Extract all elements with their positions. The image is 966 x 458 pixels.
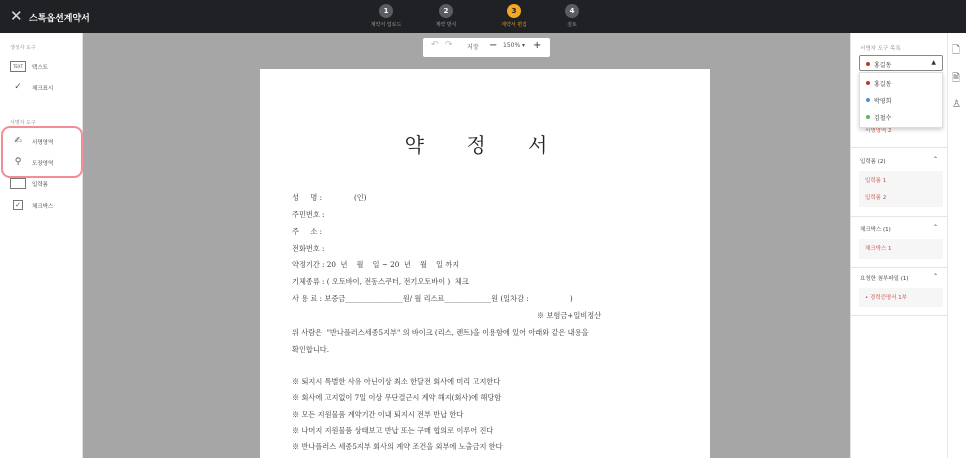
signer-color-dot <box>866 81 870 85</box>
step-number: 2 <box>439 4 453 18</box>
signer-tools-panel <box>850 33 947 458</box>
step-review[interactable] <box>542 4 602 28</box>
checkbox-icon: ✓ <box>13 200 23 210</box>
attachment-list <box>859 288 943 307</box>
divider <box>851 216 948 217</box>
document-edit-icon[interactable]: 🗎 <box>952 73 961 84</box>
tool-label: 서명영역 <box>32 140 54 146</box>
list-item[interactable]: • 경력증명서 1부 <box>865 295 908 301</box>
tool-label: 입력폼 <box>32 182 48 188</box>
list-item[interactable]: 체크박스 1 <box>865 246 892 252</box>
step-label: 계약 방식 <box>435 22 457 28</box>
section-header[interactable]: 요청한 첨부파일 (1) <box>860 276 909 282</box>
doc-line: 전화번호 : <box>292 244 325 253</box>
step-method[interactable] <box>416 4 476 28</box>
signer-color-dot <box>866 98 870 102</box>
stamp-icon: ⚲ <box>14 157 22 167</box>
text-tool[interactable] <box>10 60 80 74</box>
section-header[interactable]: 입력폼 (2) <box>860 159 886 165</box>
checkbox-list <box>859 239 943 259</box>
doc-line: ※ 반나플러스 세종5지부 회사의 계약 조건을 외부에 노출금지 한다 <box>292 442 503 451</box>
doc-line: 약정기간 : 20 년 월 일 ~ 20 년 월 일 까지 <box>292 260 460 269</box>
minus-icon[interactable]: − <box>489 40 498 51</box>
chevron-up-icon[interactable]: ⌃ <box>932 224 938 231</box>
list-item[interactable]: 입력폼 1 <box>865 178 887 184</box>
side-icon-bar <box>947 33 966 458</box>
document-page[interactable] <box>260 69 710 458</box>
zoom-select[interactable]: 150% ▾ <box>503 42 526 49</box>
text-icon: TEXT <box>10 61 26 72</box>
signer-color-dot <box>866 115 870 119</box>
signer-select[interactable] <box>859 55 943 71</box>
editor-canvas[interactable] <box>83 33 850 458</box>
list-item[interactable]: 입력폼 2 <box>865 195 887 201</box>
divider <box>851 315 948 316</box>
creator-tools-title: 생성자 도구 <box>10 45 36 51</box>
chevron-up-icon[interactable]: ⌃ <box>932 273 938 280</box>
signer-option[interactable] <box>860 92 944 108</box>
highlight-outline <box>1 126 83 178</box>
caret-up-icon: ▲ <box>931 59 936 66</box>
signer-tools-title: 서명자 도구 <box>10 120 36 126</box>
step-edit[interactable] <box>484 4 544 28</box>
doc-line: 주민번호 : <box>292 210 325 219</box>
doc-line: ※ 퇴지시 특별한 사유 아닌이상 최소 한달전 회사에 미리 고지한다 <box>292 377 501 386</box>
doc-line: 사 용 료 : 보증금________________원/ 월 리스료_____________원 (일차감 : ) <box>292 294 573 303</box>
input-field-icon <box>10 178 26 189</box>
undo-icon[interactable]: ↶ <box>431 40 439 50</box>
signer-dropdown <box>859 72 943 128</box>
close-icon[interactable]: ✕ <box>10 7 23 25</box>
doc-line: ※ 모든 지원물품 계약기간 이내 퇴지시 전부 반납 한다 <box>292 410 464 419</box>
signer-option[interactable] <box>860 75 944 91</box>
editor-toolbar <box>423 38 550 57</box>
step-number: 3 <box>507 4 521 18</box>
section-header[interactable]: 체크박스 (1) <box>860 227 891 233</box>
plus-icon[interactable]: + <box>533 40 542 51</box>
signer-list-title: 서명자 도구 목록 <box>860 46 901 52</box>
step-upload[interactable] <box>356 4 416 28</box>
input-form-tool[interactable] <box>10 177 80 191</box>
signature-area-item[interactable]: 서명영역 2 <box>865 128 892 134</box>
step-label: 계약서 업로드 <box>370 22 402 28</box>
document-title: 스톡옵션계약서 <box>29 14 90 24</box>
tool-label: 체크박스 <box>32 204 54 210</box>
signature-icon: ✍ <box>14 136 22 146</box>
step-label: 계약서 편집 <box>501 22 527 28</box>
doc-line: 주 소 : <box>292 227 323 236</box>
doc-line: 확인합니다. <box>292 345 330 354</box>
doc-line: ※ 나머지 지원물품 상태보고 반납 또는 구매 협의로 이루어 진다 <box>292 426 494 435</box>
divider <box>851 267 948 268</box>
document-icon[interactable]: 🗋 <box>952 45 961 56</box>
doc-line: ※ 회사에 고지없이 7일 이상 무단결근시 계약 해지(회사)에 해당함 <box>292 393 502 402</box>
doc-line: ※ 보험금+일비정산 <box>537 311 602 320</box>
step-number: 1 <box>379 4 393 18</box>
signer-name: 김철수 <box>874 115 892 122</box>
tool-panel <box>0 33 83 458</box>
input-form-list <box>859 171 943 207</box>
step-label: 검토 <box>567 22 577 28</box>
doc-line: 성 명 : (인) <box>292 193 367 202</box>
doc-line: 기체종류 : ( 오토바이, 전동스쿠터, 전기오토바이 ) 체크 <box>292 277 469 286</box>
tool-label: 체크표시 <box>32 86 54 92</box>
selected-signer: 홍길동 <box>874 62 892 69</box>
signer-option[interactable] <box>860 109 944 125</box>
divider <box>851 147 948 148</box>
signer-name: 박영희 <box>874 98 892 105</box>
tool-label: 텍스트 <box>32 65 48 71</box>
tool-label: 도장영역 <box>32 161 54 167</box>
top-bar <box>0 0 966 33</box>
chevron-up-icon[interactable]: ⌃ <box>932 156 938 163</box>
save-button[interactable]: 저장 <box>467 44 479 51</box>
signer-name: 홍길동 <box>874 81 892 88</box>
person-icon[interactable]: ♙ <box>952 99 961 110</box>
checkmark-tool[interactable] <box>10 81 80 95</box>
signer-color-dot <box>866 62 870 66</box>
doc-line: 위 사람은 "반나플러스세종5지부" 의 바이크 (리스, 렌트)을 이용함에 있어 아래와 같은 내용을 <box>292 328 589 337</box>
checkbox-tool[interactable] <box>10 199 80 213</box>
step-number: 4 <box>565 4 579 18</box>
checkmark-icon: ✓ <box>14 82 22 92</box>
contract-title: 약 정 서 <box>404 133 566 157</box>
redo-icon[interactable]: ↷ <box>445 40 453 50</box>
